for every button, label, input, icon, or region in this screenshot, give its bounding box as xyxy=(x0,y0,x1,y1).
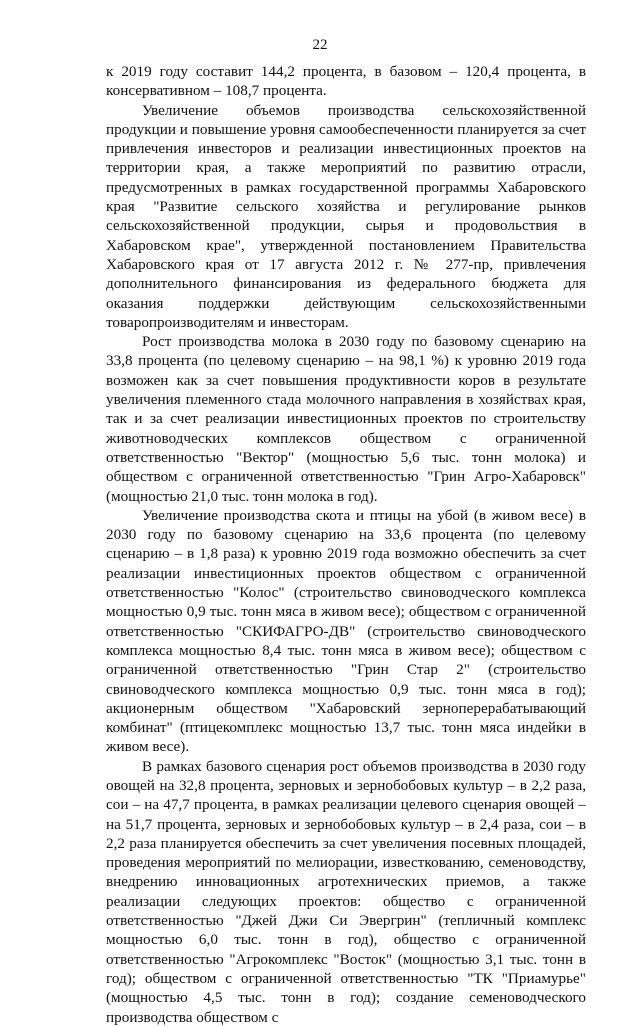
paragraph-continuation: к 2019 году составит 144,2 процента, в базовом – 120,4 процента, в консервативном – 108,7 процента. xyxy=(106,63,586,100)
document-body xyxy=(106,62,586,1027)
paragraph: Увеличение объемов производства сельскохозяйственной продукции и повышение уровня самообеспеченности планируется за счет привлечения инвесторов и реализации инвестиционных проектов на территории края, а также мероприятий по развитию отрасли, предусмотренных в рамках государственной программы Хабаровского края "Развитие сельского хозяйства и регулирование рынков сельскохозяйственной продукции, сырья и продовольствия в Хабаровском крае", утвержденной постановлением Правительства Хабаровского края от 17 августа 2012 г. № 277-пр, привлечения дополнительного финансирования из федерального бюджета для оказания поддержки действующим сельскохозяйственными товаропроизводителям и инвесторам. xyxy=(106,101,586,331)
paragraph: Увеличение производства скота и птицы на убой (в живом весе) в 2030 году по базовому сценарию на 33,6 процента (по целевому сценарию – в 1,8 раза) к уровню 2019 года возможно обеспечить за счет реализации инвестиционных проектов обществом с ограниченной ответственностью "Колос" (строительство свиноводческого комплекса мощностью 0,9 тыс. тонн мяса в живом весе); обществом с ограниченной ответственностью "СКИФАГРО-ДВ" (строительство свиноводческого комплекса мощностью 8,4 тыс. тонн мяса в живом весе); обществом с ограниченной ответственностью "Грин Стар 2" (строительство свиноводческого комплекса мощностью 0,9 тыс. тонн мяса в год); акционерным обществом "Хабаровский зерноперерабатывающий комбинат" (птицекомплекс мощностью 13,7 тыс. тонн мяса индейки в живом весе). xyxy=(106,506,586,756)
page-number: 22 xyxy=(312,37,328,53)
paragraph: Рост производства молока в 2030 году по базовому сценарию на 33,8 процента (по целевому сценарию – на 98,1 %) к уровню 2019 года возможен как за счет повышения продуктивности коров в результате увеличения племенного стада молочного направления в хозяйствах края, так и за счет реализации инвестиционных проектов по строительству животноводческих комплексов обществом с ограниченной ответственностью "Вектор" (мощностью 5,6 тыс. тонн молока) и обществом с ограниченной ответственностью "Грин Агро-Хабаровск" (мощностью 21,0 тыс. тонн молока в год). xyxy=(106,333,586,505)
paragraph: В рамках базового сценария рост объемов производства в 2030 году овощей на 32,8 процента, зерновых и зернобобовых культур – в 2,2 раза, сои – на 47,7 процента, в рамках реализации целевого сценария овощей – на 51,7 процента, зерновых и зернобобовых культур – в 2,4 раза, сои – в 2,2 раза планируется обеспечить за счет увеличения посевных площадей, проведения мероприятий по мелиорации, известкованию, семеноводству, внедрению инновационных агротехнических приемов, а также реализации следующих проектов: общество с ограниченной ответственностью "Джей Джи Си Эвергрин" (тепличный комплекс мощностью 6,0 тыс. тонн в год), общество с ограниченной ответственностью "Агрокомплекс "Восток" (мощностью 3,1 тыс. тонн в год); обществом с ограниченной ответственностью "ТК "Приамурье" (мощностью 4,5 тыс. тонн в год); создание семеноводческого производства обществом с xyxy=(106,757,586,1026)
